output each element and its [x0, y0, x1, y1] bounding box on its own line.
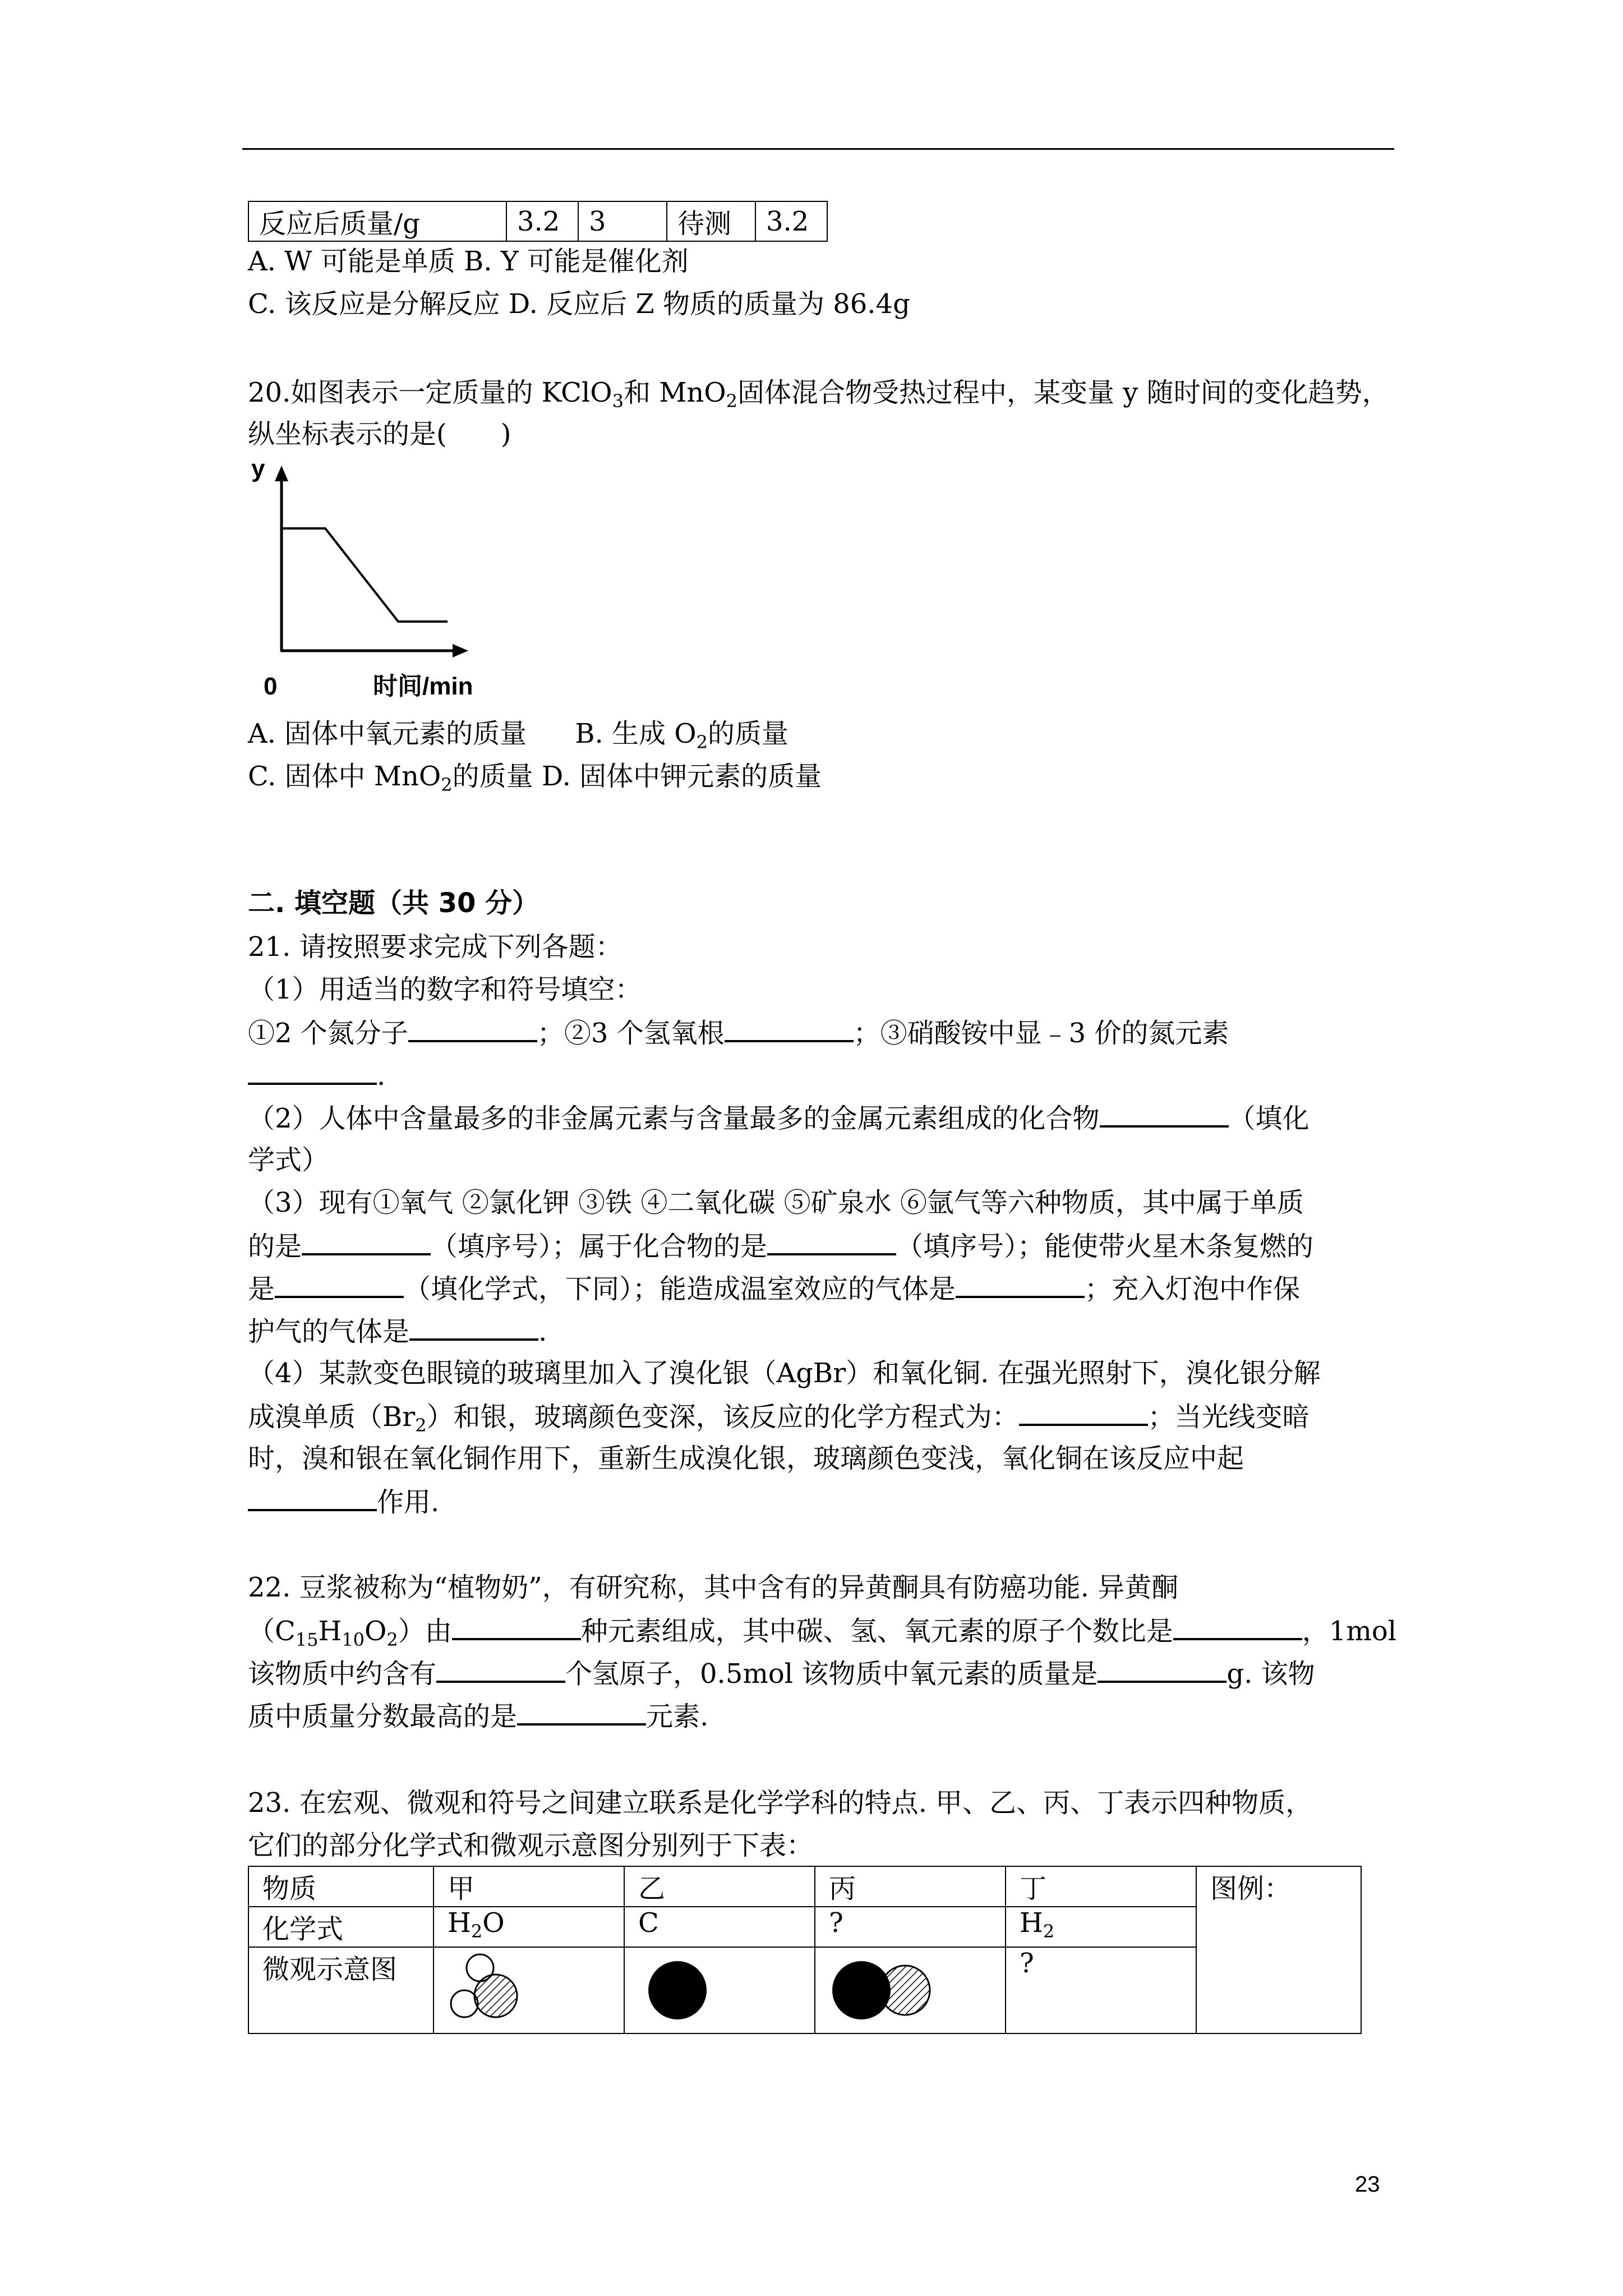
q21-part3-line2: [248, 1228, 1313, 1263]
q20-stem-line2: 纵坐标表示的是( ): [248, 418, 511, 450]
table-cell: 3: [578, 201, 667, 241]
subscript: 10: [342, 1629, 365, 1650]
q22-text: ，1mol: [1302, 1616, 1397, 1647]
q21-part4-line3: 时，溴和银在氧化铜作用下，重新生成溴化银，玻璃颜色变浅，氧化铜在该反应中起: [248, 1443, 1244, 1474]
table-cell: 3.2: [755, 201, 827, 241]
table-header: 丙: [815, 1866, 1006, 1907]
q21-text: ；③硝酸铵中显﹣3 价的氮元素: [853, 1018, 1229, 1049]
q20-stem-text: 20.如图表示一定质量的 KClO: [248, 377, 612, 408]
q22-text: ）由: [398, 1616, 452, 1647]
q21-text: 成溴单质（Br: [248, 1401, 416, 1433]
subscript: 15: [295, 1629, 319, 1650]
answer-blank[interactable]: [409, 1314, 538, 1341]
q20-options-cd: [248, 760, 822, 802]
q22-text: 元素.: [646, 1701, 709, 1732]
q22-line2: [248, 1613, 1396, 1657]
answer-blank[interactable]: [248, 1484, 377, 1511]
page-number: 23: [1355, 2172, 1380, 2197]
answer-blank[interactable]: [248, 1058, 377, 1085]
q22-text: 质中质量分数最高的是: [248, 1701, 518, 1732]
q20-stem: [248, 376, 1389, 418]
q22-line4: [248, 1699, 708, 1733]
q19-options-ab: A. W 可能是单质 B. Y 可能是催化剂: [248, 246, 689, 277]
formula-cell: C: [624, 1907, 815, 1947]
subscript: 2: [386, 1629, 398, 1650]
q21-text: 护气的气体是: [248, 1316, 410, 1347]
q21-part2-line2: 学式）: [248, 1144, 329, 1176]
q21-part3: （3）现有①氧气 ②氯化钾 ③铁 ④二氧化碳 ⑤矿泉水 ⑥氩气等六种物质，其中属于单质: [248, 1187, 1304, 1218]
molecule-cell: [624, 1947, 815, 2033]
formula-cell: [1006, 1907, 1196, 1947]
origin-label: 0: [264, 673, 278, 700]
answer-blank[interactable]: [767, 1228, 896, 1255]
x-axis-arrow: [453, 644, 468, 657]
q22-line3: [248, 1656, 1315, 1691]
q21-text: ；当光线变暗: [1147, 1401, 1310, 1433]
q21-text: （填化学式，下同）；能造成温室效应的气体是: [404, 1273, 956, 1305]
answer-blank[interactable]: [436, 1656, 565, 1683]
q21-text: ；②3 个氢氧根: [537, 1018, 725, 1049]
subscript: 2: [441, 774, 453, 795]
table-header: 丁: [1006, 1866, 1196, 1907]
q21-text: .: [538, 1316, 547, 1347]
q20-stem-text: 固体混合物受热过程中，某变量 y 随时间的变化趋势，: [737, 377, 1389, 408]
y-axis-arrow: [275, 466, 288, 481]
table-header: 甲: [434, 1866, 624, 1907]
answer-blank[interactable]: [1173, 1613, 1302, 1640]
y-axis-label: y: [251, 455, 265, 482]
q21-part1-line2: [248, 1058, 385, 1093]
answer-blank[interactable]: [725, 1015, 854, 1042]
answer-blank[interactable]: [1019, 1399, 1148, 1426]
q22-text: H: [318, 1616, 342, 1647]
water-molecule-icon: [448, 1948, 543, 2026]
q21-text: .: [377, 1060, 386, 1092]
section-heading: 二. 填空题（共 30 分）: [248, 887, 540, 919]
option-c-text: C. 固体中 MnO: [248, 761, 441, 792]
table-cell: 化学式: [248, 1907, 434, 1947]
answer-blank[interactable]: [302, 1228, 431, 1255]
substance-table: [248, 1866, 1362, 2034]
q21-text: ）和银，玻璃颜色变深，该反应的化学方程式为：: [426, 1401, 1019, 1433]
q21-part3-line3: [248, 1271, 1300, 1306]
q19-options-cd: C. 该反应是分解反应 D. 反应后 Z 物质的质量为 86.4g: [248, 288, 910, 320]
formula-cell: [434, 1907, 624, 1947]
table-cell: 待测: [667, 201, 755, 241]
subscript: 2: [696, 731, 708, 753]
table-header: 物质: [248, 1866, 434, 1907]
q20-options-ab: [248, 717, 789, 759]
q23-line2: 它们的部分化学式和微观示意图分别列于下表：: [248, 1830, 814, 1861]
q22-text: 该物质中约含有: [248, 1658, 437, 1690]
q21-text: 是: [248, 1273, 275, 1305]
formula-text: O: [482, 1907, 505, 1939]
q21-part3-line4: [248, 1314, 547, 1349]
q21-text: （2）人体中含量最多的非金属元素与含量最多的金属元素组成的化合物: [248, 1103, 1100, 1134]
q21-text: 的是: [248, 1231, 302, 1262]
table-cell: 3.2: [506, 201, 578, 241]
q22-text: 个氢原子，0.5mol 该物质中氧元素的质量是: [565, 1658, 1098, 1690]
molecule-cell: ?: [1006, 1947, 1196, 2033]
table-row: [248, 201, 827, 241]
legend-cell: 图例：: [1196, 1866, 1361, 2033]
table-cell: 反应后质量/g: [248, 201, 506, 241]
subscript: 2: [726, 390, 738, 412]
option-cd-text: 的质量 D. 固体中钾元素的质量: [452, 761, 822, 792]
q20-graph: [247, 449, 516, 712]
q21-part2: [248, 1101, 1310, 1135]
q22-text: O: [365, 1616, 387, 1647]
table-row: [248, 1907, 1361, 1947]
q21-text: （填序号）；属于化合物的是: [431, 1231, 768, 1262]
option-a: A. 固体中氧元素的质量: [248, 718, 527, 749]
answer-blank[interactable]: [275, 1271, 404, 1298]
carbon-atom-icon: [638, 1948, 734, 2026]
subscript: 3: [612, 390, 624, 412]
series-line: [282, 528, 448, 622]
table-row: [248, 1866, 1361, 1907]
q21-part4-line4: [248, 1484, 439, 1519]
answer-blank[interactable]: [408, 1015, 537, 1042]
option-b: [575, 718, 789, 753]
q21-part4-line2: [248, 1399, 1310, 1442]
subscript: 2: [471, 1921, 483, 1942]
q22-text: g. 该物: [1227, 1658, 1315, 1690]
header-rule: [242, 148, 1394, 150]
q21-stem: 21. 请按照要求完成下列各题：: [248, 931, 623, 963]
table-header: 乙: [624, 1866, 815, 1907]
subscript: 2: [1043, 1921, 1055, 1942]
q20-stem-text: 和 MnO: [623, 377, 726, 408]
answer-blank[interactable]: [956, 1271, 1085, 1298]
table-row: [248, 1947, 1361, 2033]
formula-cell: ?: [815, 1907, 1006, 1947]
q23-line1: 23. 在宏观、微观和符号之间建立联系是化学学科的特点. 甲、乙、丙、丁表示四种物质，: [248, 1787, 1313, 1819]
q21-text: （填序号）；能使带火星木条复燃的: [896, 1231, 1314, 1262]
option-b-text: 的质量: [707, 718, 789, 749]
formula-text: H: [448, 1907, 471, 1939]
q21-part4: （4）某款变色眼镜的玻璃里加入了溴化银（AgBr）和氧化铜. 在强光照射下，溴化银分解: [248, 1358, 1321, 1389]
q21-part1: （1）用适当的数字和符号填空：: [248, 974, 642, 1005]
answer-blank[interactable]: [452, 1613, 581, 1640]
answer-blank[interactable]: [1100, 1101, 1229, 1128]
subscript: 2: [415, 1415, 427, 1436]
answer-blank[interactable]: [1098, 1656, 1227, 1683]
q21-text: ①2 个氮分子: [248, 1018, 408, 1049]
q22-text: 种元素组成，其中碳、氢、氧元素的原子个数比是: [580, 1616, 1173, 1647]
table-cell: 微观示意图: [248, 1947, 434, 2033]
q21-part1-line: [248, 1015, 1229, 1050]
option-b-text: B. 生成 O: [575, 718, 697, 749]
molecule-cell: [815, 1947, 1006, 2033]
q21-text: 作用.: [377, 1487, 440, 1518]
q22-text: （C: [248, 1616, 296, 1647]
q21-text: （填化: [1228, 1103, 1310, 1134]
reaction-table: [248, 201, 828, 242]
answer-blank[interactable]: [517, 1699, 646, 1726]
x-axis-label: 时间/min: [373, 673, 473, 700]
formula-text: H: [1020, 1907, 1043, 1939]
co-molecule-icon: [829, 1948, 963, 2026]
q22-line1: 22. 豆浆被称为“植物奶”，有研究称，其中含有的异黄酮具有防癌功能. 异黄酮: [248, 1572, 1179, 1603]
q21-text: ；充入灯泡中作保: [1085, 1273, 1301, 1305]
molecule-cell: [434, 1947, 624, 2033]
